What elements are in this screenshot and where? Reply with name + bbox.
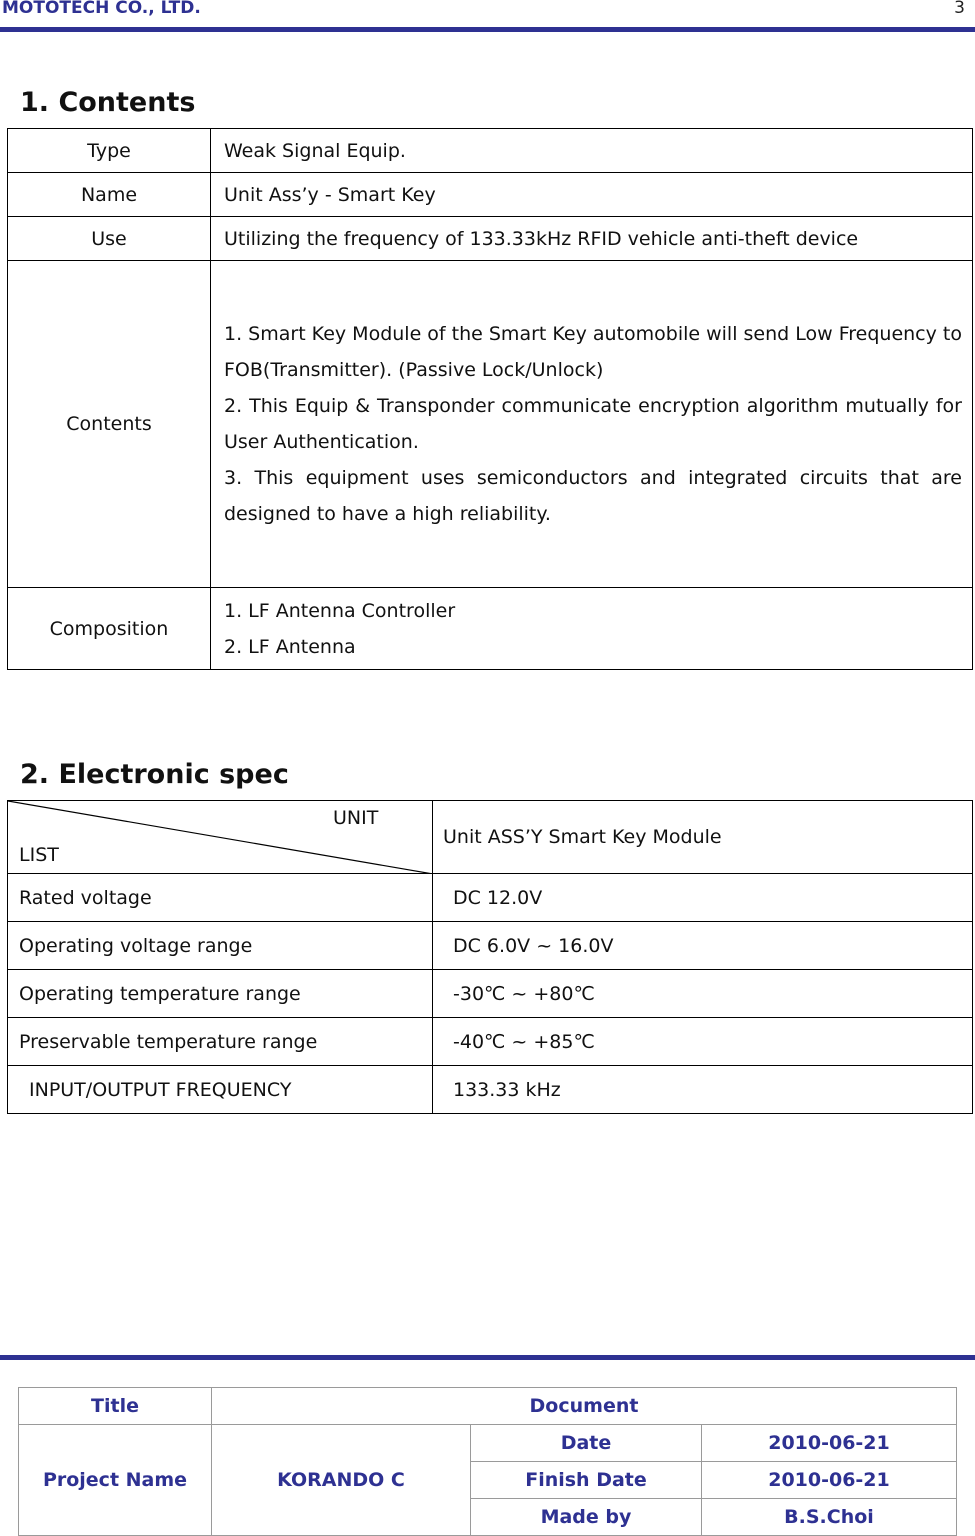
diagonal-header-cell — [8, 801, 433, 874]
contents-item-2: 2. This Equip & Transponder communicate encryption algorithm mutually for User Authentication. — [224, 395, 962, 453]
section-title-electronic-spec: 2. Electronic spec — [20, 759, 289, 790]
section-title-contents: 1. Contents — [20, 87, 196, 118]
contents-value — [211, 261, 973, 588]
footer-made-value: B.S.Choi — [702, 1499, 957, 1536]
contents-table — [7, 128, 973, 670]
spec-value: DC 12.0V — [433, 874, 973, 922]
contents-label: Contents — [8, 261, 211, 588]
company-name: MOTOTECH CO., LTD. — [2, 0, 201, 18]
footer-divider — [0, 1355, 975, 1360]
table-row — [8, 874, 973, 922]
footer-made-label: Made by — [471, 1499, 702, 1536]
name-label: Name — [8, 173, 211, 217]
contents-item-3: 3. This equipment uses semiconductors and integrated circuits that are designed to have a high reliability. — [224, 467, 962, 525]
type-value: Weak Signal Equip. — [211, 129, 973, 173]
spec-value: -40℃ ~ +85℃ — [433, 1018, 973, 1066]
use-value: Utilizing the frequency of 133.33kHz RFID vehicle anti-theft device — [211, 217, 973, 261]
composition-value — [211, 588, 973, 670]
footer-table — [18, 1387, 957, 1536]
footer-project-value: KORANDO C — [212, 1425, 471, 1536]
footer-project-label: Project Name — [19, 1425, 212, 1536]
page-number: 3 — [954, 0, 965, 18]
composition-label: Composition — [8, 588, 211, 670]
footer-title-label: Title — [19, 1388, 212, 1425]
composition-item-1: 1. LF Antenna Controller — [224, 599, 456, 622]
use-label: Use — [8, 217, 211, 261]
spec-label: Operating voltage range — [8, 922, 433, 970]
table-row — [8, 1066, 973, 1114]
table-row — [8, 1018, 973, 1066]
type-label: Type — [8, 129, 211, 173]
footer-date-value: 2010-06-21 — [702, 1425, 957, 1462]
table-row — [19, 1425, 957, 1462]
table-row — [8, 261, 973, 588]
footer-title-value: Document — [212, 1388, 957, 1425]
table-row — [19, 1388, 957, 1425]
footer-date-label: Date — [471, 1425, 702, 1462]
list-header-label: LIST — [19, 844, 59, 866]
spec-value: -30℃ ~ +80℃ — [433, 970, 973, 1018]
table-row — [8, 217, 973, 261]
composition-item-2: 2. LF Antenna — [224, 635, 356, 658]
spec-label: INPUT/OUTPUT FREQUENCY — [8, 1066, 433, 1114]
contents-item-1: 1. Smart Key Module of the Smart Key automobile will send Low Frequency to FOB(Transmitter). (Passive Lock/Unlock) — [224, 323, 962, 381]
footer-finish-label: Finish Date — [471, 1462, 702, 1499]
spec-label: Operating temperature range — [8, 970, 433, 1018]
table-row — [8, 173, 973, 217]
spec-value: DC 6.0V ~ 16.0V — [433, 922, 973, 970]
module-header: Unit ASS’Y Smart Key Module — [433, 801, 973, 874]
spec-value: 133.33 kHz — [433, 1066, 973, 1114]
spec-table — [7, 800, 973, 1114]
table-row — [8, 129, 973, 173]
footer-finish-value: 2010-06-21 — [702, 1462, 957, 1499]
table-row — [8, 922, 973, 970]
header-divider — [0, 27, 975, 32]
spec-label: Preservable temperature range — [8, 1018, 433, 1066]
table-row — [8, 970, 973, 1018]
table-row — [8, 588, 973, 670]
spec-label: Rated voltage — [8, 874, 433, 922]
unit-header-label: UNIT — [333, 807, 379, 829]
name-value: Unit Ass’y - Smart Key — [211, 173, 973, 217]
table-header-row — [8, 801, 973, 874]
